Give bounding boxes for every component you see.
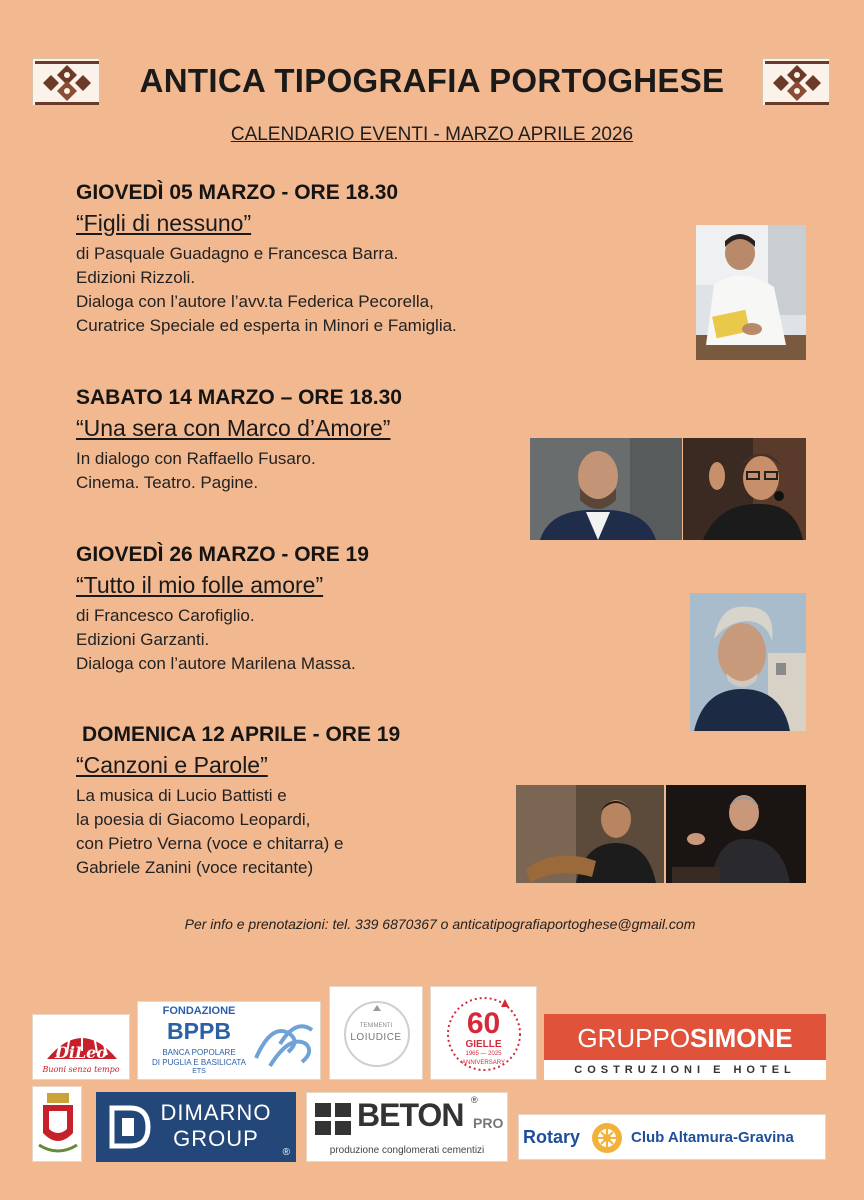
event-line: La musica di Lucio Battisti e [76, 786, 287, 805]
event-title: “Tutto il mio folle amore” [76, 572, 324, 598]
event-title: “Canzoni e Parole” [76, 752, 268, 778]
bppb-name: BPPB [167, 1018, 231, 1044]
bppb-line1: BANCA POPOLARE [162, 1048, 236, 1057]
ornament-tile-icon [32, 58, 100, 106]
beton-mark: ® [471, 1095, 478, 1105]
loiudice-line1: TENIMENTI [359, 1023, 393, 1029]
dileo-tagline: Buoni senza tempo [42, 1065, 120, 1074]
dileo-name: DiLeo [54, 1043, 108, 1062]
sponsor-rotary-logo [518, 1114, 826, 1160]
simone-sub: COSTRUZIONI E HOTEL [574, 1064, 796, 1076]
gielle-number: 60 [466, 1007, 501, 1040]
event-heading: DOMENICA 12 APRILE - ORE 19 [82, 723, 401, 746]
loiudice-name: LOIUDICE [350, 1032, 402, 1043]
gielle-label: ANNIVERSARY [462, 1060, 505, 1066]
dimarno-line2: GROUP [173, 1126, 259, 1151]
event-line: la poesia di Giacomo Leopardi, [76, 810, 311, 829]
rotary-right: Club Altamura-Gravina [631, 1129, 794, 1146]
event-line: di Francesco Carofiglio. [76, 606, 255, 625]
simone-part2: SIMONE [690, 1023, 793, 1053]
event-2-photo-left [530, 438, 682, 540]
rotary-left: Rotary [523, 1127, 581, 1147]
ornament-tile-icon [762, 58, 830, 106]
page-subtitle: CALENDARIO EVENTI - MARZO APRILE 2026 [230, 124, 634, 145]
rotary-wheel-icon [589, 1120, 625, 1156]
dimarno-mark: ® [282, 1147, 290, 1158]
sponsor-beton-logo [306, 1092, 508, 1162]
beton-mark-icon [313, 1101, 353, 1137]
event-line: Dialoga con l’autore l’avv.ta Federica Pecorella, [76, 292, 434, 311]
bppb-waves-icon [250, 1014, 320, 1074]
event-line: Edizioni Garzanti. [76, 630, 210, 649]
event-1 [76, 180, 596, 338]
beton-sub: produzione conglomerati cementizi [329, 1145, 485, 1156]
event-heading: SABATO 14 MARZO – ORE 18.30 [76, 386, 402, 409]
bppb-top: FONDAZIONE [162, 1005, 236, 1017]
event-line: In dialogo con Raffaello Fusaro. [76, 449, 316, 468]
event-1-photo [696, 225, 806, 360]
sponsor-bppb-logo [137, 1001, 321, 1080]
beton-pro: PRO [473, 1115, 504, 1131]
event-title: “Figli di nessuno” [76, 210, 252, 236]
event-3-photo [690, 593, 806, 731]
sponsor-loiudice-logo [329, 986, 423, 1080]
sponsor-simone-logo [544, 1014, 826, 1080]
gielle-years: 1965 — 2025 [465, 1051, 502, 1057]
event-line: Curatrice Speciale ed esperta in Minori e Famiglia. [76, 316, 457, 335]
event-line: di Pasquale Guadagno e Francesca Barra. [76, 244, 399, 263]
event-line: Dialoga con l’autore Marilena Massa. [76, 654, 356, 673]
sponsor-gielle-logo [430, 986, 537, 1080]
municipal-crest-icon [32, 1086, 82, 1162]
event-2 [76, 385, 596, 495]
event-3 [76, 542, 596, 676]
dimarno-line1: DIMARNO [160, 1100, 272, 1125]
event-title: “Una sera con Marco d’Amore” [76, 415, 391, 441]
event-4-photo-right [666, 785, 806, 883]
bppb-line3: ETS [192, 1068, 206, 1075]
event-line: Gabriele Zanini (voce recitante) [76, 858, 314, 877]
event-line: con Pietro Verna (voce e chitarra) e [76, 834, 344, 853]
event-line: Edizioni Rizzoli. [76, 268, 196, 287]
event-heading: GIOVEDÌ 05 MARZO - ORE 18.30 [76, 181, 399, 204]
event-2-photo-right [683, 438, 806, 540]
event-line: Cinema. Teatro. Pagine. [76, 473, 259, 492]
page-title: ANTICA TIPOGRAFIA PORTOGHESE [139, 62, 725, 99]
simone-part1: GRUPPO [577, 1023, 691, 1053]
sponsor-dileo-logo [32, 1014, 130, 1080]
event-4-photo-left [516, 785, 664, 883]
gielle-name: GIELLE [465, 1039, 502, 1050]
sponsor-dimarno-logo [96, 1092, 296, 1162]
contact-info: Per info e prenotazioni: tel. 339 6870367 o anticatipografiaportoghese@gmail.com [184, 916, 696, 932]
event-heading: GIOVEDÌ 26 MARZO - ORE 19 [76, 543, 369, 566]
beton-name: BETON [357, 1097, 464, 1133]
bppb-line2: DI PUGLIA E BASILICATA [152, 1058, 246, 1067]
